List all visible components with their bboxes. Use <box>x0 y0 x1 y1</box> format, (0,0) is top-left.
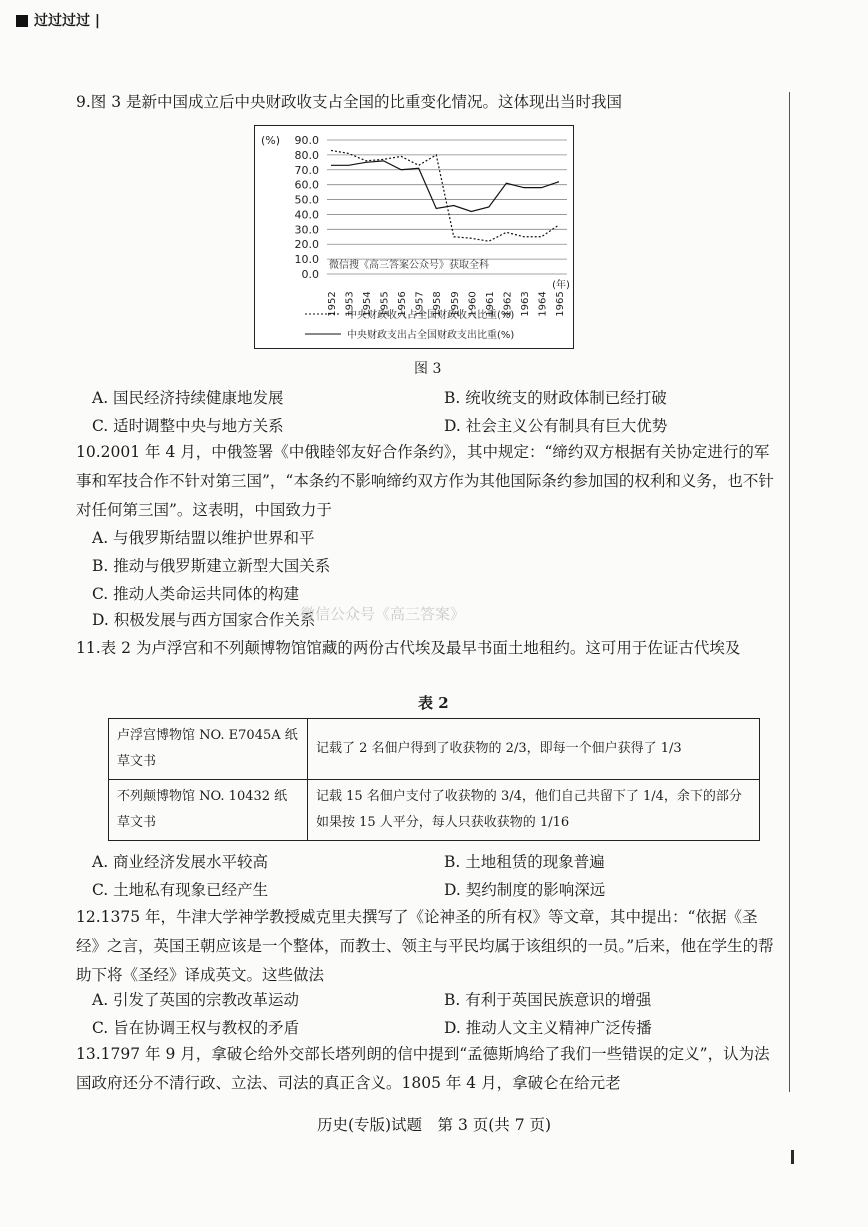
table-cell-source: 卢浮宫博物馆 NO. E7045A 纸草文书 <box>109 719 308 780</box>
series-expenditure-line <box>331 161 559 212</box>
q10-option-b[interactable]: B. 推动与俄罗斯建立新型大国关系 <box>92 557 331 575</box>
x-tick-label: 1961 <box>484 291 496 317</box>
y-tick-label: 20.0 <box>294 238 319 252</box>
q12-option-a[interactable]: A. 引发了英国的宗教改革运动 <box>92 991 300 1009</box>
y-tick-label: 40.0 <box>294 208 319 222</box>
q11-option-c[interactable]: C. 土地私有现象已经产生 <box>92 881 269 899</box>
q11-option-a[interactable]: A. 商业经济发展水平较高 <box>92 853 269 871</box>
q11-option-d[interactable]: D. 契约制度的影响深远 <box>444 881 606 899</box>
q12-option-c[interactable]: C. 旨在协调王权与教权的矛盾 <box>92 1019 300 1037</box>
table-row <box>109 780 760 841</box>
q9-option-a[interactable]: A. 国民经济持续健康地发展 <box>92 389 284 407</box>
x-tick-label: 1964 <box>537 291 549 317</box>
page-footer: 历史(专版)试题 第 3 页(共 7 页) <box>316 1116 552 1134</box>
y-tick-label: 0.0 <box>301 268 319 281</box>
question-13-text: 13.1797 年 9 月，拿破仑给外交部长塔列朗的信中提到“孟德斯鸠给了我们一些错误的定义”，认为法国政府还分不清行政、立法、司法的真正含义。1805 年 4 月，拿破仑在给元老 <box>76 1045 770 1092</box>
series-revenue-line <box>331 150 559 241</box>
q10-option-a[interactable]: A. 与俄罗斯结盟以维护世界和平 <box>92 529 315 547</box>
legend-label: 中央财政收入占全国财政收入比重(%) <box>347 310 515 321</box>
legend-label: 中央财政支出占全国财政支出比重(%) <box>347 330 515 341</box>
q11-option-b[interactable]: B. 土地租赁的现象普遍 <box>444 853 605 871</box>
y-tick-label: 10.0 <box>294 253 319 267</box>
table-cell-source: 不列颠博物馆 NO. 10432 纸草文书 <box>109 780 308 841</box>
figure-caption: 图 3 <box>414 361 442 377</box>
q9-option-d[interactable]: D. 社会主义公有制具有巨大优势 <box>444 417 668 435</box>
header-mark-text: 过过过过 | <box>34 13 100 29</box>
line-chart <box>255 126 573 348</box>
y-tick-label: 60.0 <box>294 178 319 192</box>
q9-option-c[interactable]: C. 适时调整中央与地方关系 <box>92 417 284 435</box>
x-tick-label: 1962 <box>502 291 514 317</box>
table-2 <box>108 718 760 841</box>
q12-option-b[interactable]: B. 有利于英国民族意识的增强 <box>444 991 652 1009</box>
figure-3-chart <box>254 125 574 349</box>
header-block-icon <box>16 15 28 27</box>
header-mark <box>16 10 100 30</box>
q12-option-d[interactable]: D. 推动人文主义精神广泛传播 <box>444 1019 652 1037</box>
x-tick-label: 1957 <box>414 291 426 317</box>
x-tick-label: 1954 <box>362 291 374 317</box>
edge-mark <box>791 1150 794 1164</box>
x-tick-label: 1952 <box>327 291 338 317</box>
x-unit-label: (年) <box>552 280 570 291</box>
y-tick-label: 30.0 <box>294 223 319 237</box>
watermark: 微信公众号《高三答案》 <box>300 605 466 623</box>
q9-option-b[interactable]: B. 统收统支的财政体制已经打破 <box>444 389 667 407</box>
chart-watermark: 微信搜《高三答案公众号》获取全科 <box>329 260 489 272</box>
margin-line <box>789 92 790 1092</box>
question-12-text: 12.1375 年，牛津大学神学教授威克里夫撰写了《论神圣的所有权》等文章，其中提出：“依据《圣经》之言，英国王朝应该是一个整体，而教士、领主与平民均属于该组织的一员。”后来，他在学生的帮助下将《圣经》译成英文。这些做法 <box>76 908 774 984</box>
question-11-text: 11.表 2 为卢浮宫和不列颠博物馆馆藏的两份古代埃及最早书面土地租约。这可用于佐证古代埃及 <box>76 639 741 657</box>
q10-option-c[interactable]: C. 推动人类命运共同体的构建 <box>92 585 300 603</box>
y-tick-label: 50.0 <box>294 193 319 207</box>
x-tick-label: 1953 <box>344 291 356 317</box>
y-tick-label: 80.0 <box>294 148 319 162</box>
x-tick-label: 1956 <box>397 291 409 317</box>
x-tick-label: 1965 <box>555 291 566 317</box>
table-2-title: 表 2 <box>418 694 449 712</box>
q10-option-d[interactable]: D. 积极发展与西方国家合作关系 <box>92 611 316 629</box>
x-tick-label: 1963 <box>519 291 531 317</box>
question-9-text: 9.图 3 是新中国成立后中央财政收支占全国的比重变化情况。这体现出当时我国 <box>76 93 623 111</box>
y-tick-label: 90.0 <box>294 134 319 147</box>
x-tick-label: 1959 <box>449 291 461 317</box>
question-10-text: 10.2001 年 4 月，中俄签署《中俄睦邻友好合作条约》，其中规定：“缔约双方根据有关协定进行的军事和军技合作不针对第三国”，“本条约不影响缔约双方作为其他国际条约参加国的权利和义务，也不针对任何第三国”。这表明，中国致力于 <box>76 443 774 519</box>
x-tick-label: 1955 <box>379 291 391 317</box>
y-tick-label: 70.0 <box>294 163 319 177</box>
x-tick-label: 1958 <box>432 291 444 317</box>
table-row <box>109 719 760 780</box>
x-tick-label: 1960 <box>467 291 479 317</box>
table-cell-content: 记载了 2 名佃户得到了收获物的 2/3，即每一个佃户获得了 1/3 <box>308 719 760 780</box>
y-unit-label: (%) <box>261 134 281 147</box>
table-cell-content: 记载 15 名佃户支付了收获物的 3/4，他们自己共留下了 1/4，余下的部分如果按 15 人平分，每人只获收获物的 1/16 <box>308 780 760 841</box>
